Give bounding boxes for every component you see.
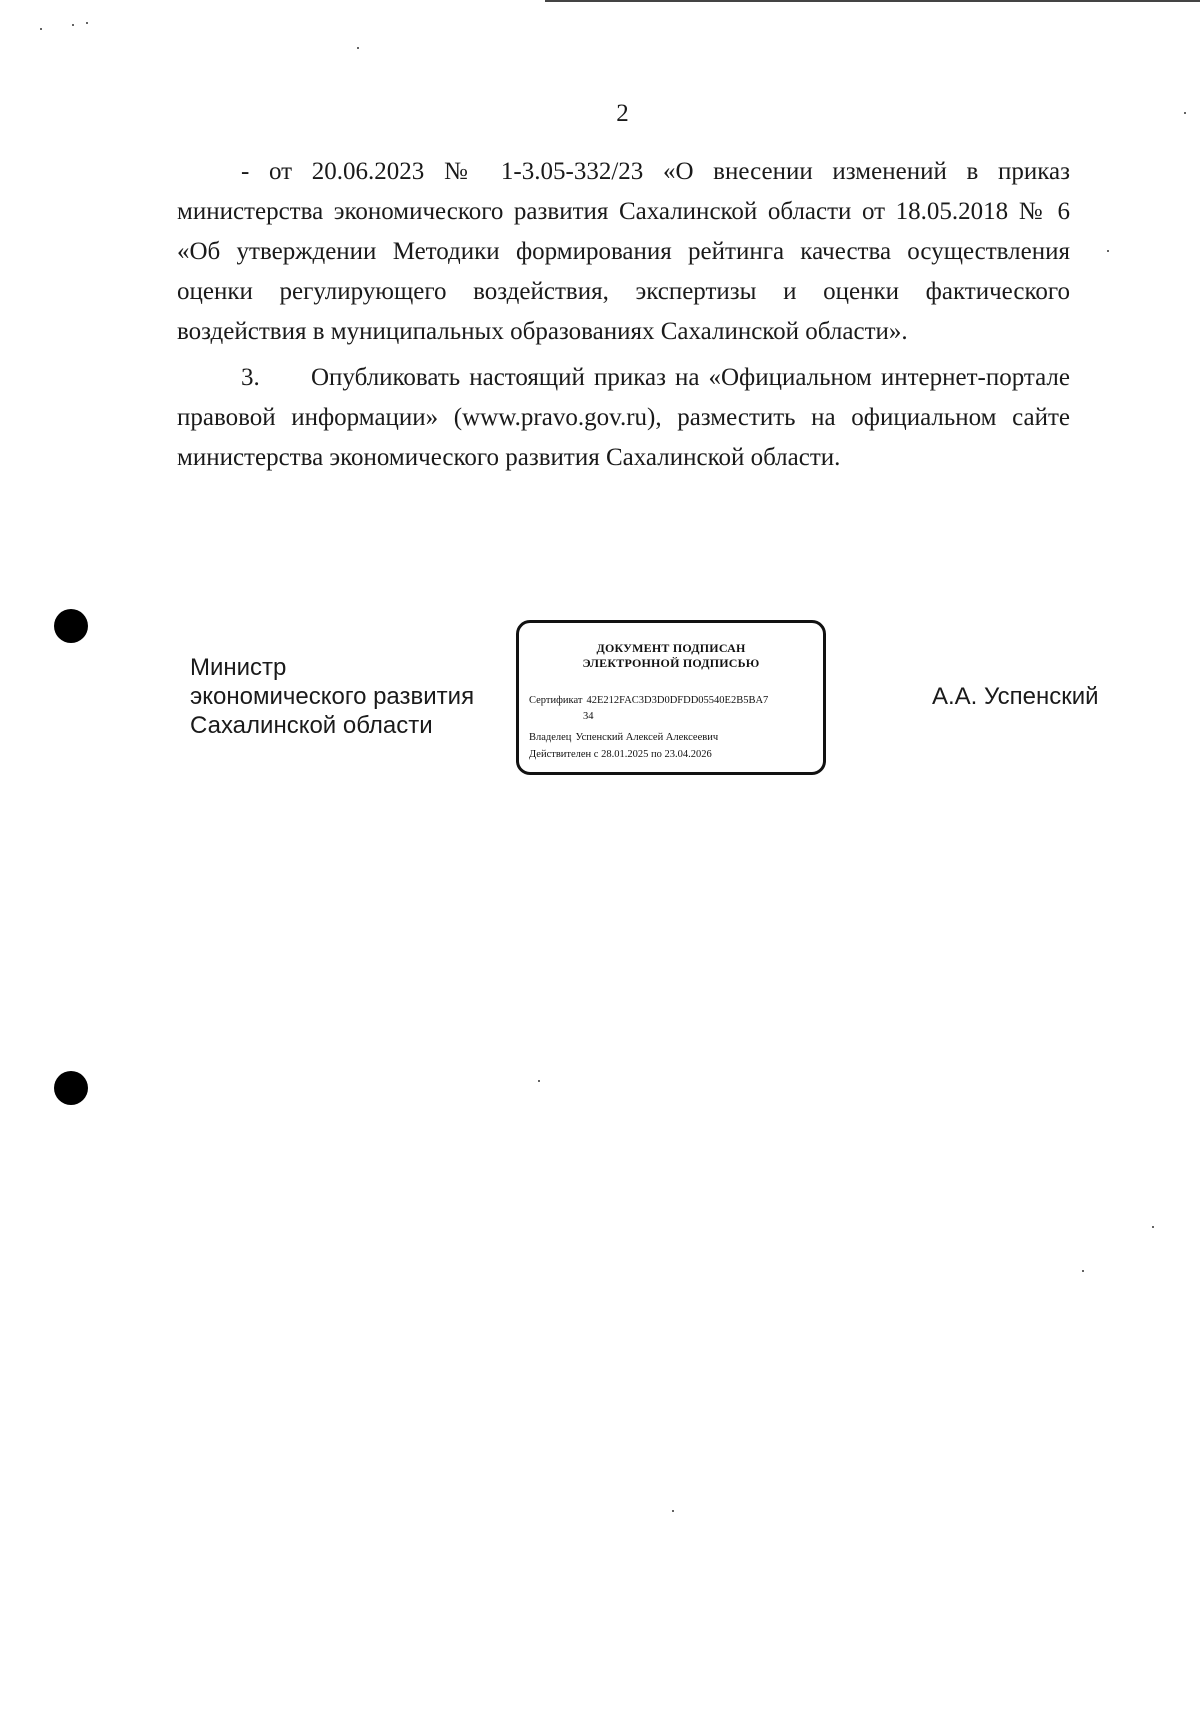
paragraph-amendment-item: - от 20.06.2023 № 1-3.05-332/23 «О внесении изменений в приказ министерства экономического развития Сахалинской области от 18.05.2018 № 6 «Об утверждении Методики формирования рейтинга качества осуществления оценки регулирующего воздействия, экспертизы и оценки фактического воздействия в муниципальных образованиях Сахалинской области». xyxy=(177,158,1070,345)
scan-speck xyxy=(86,22,88,24)
stamp-certificate-label: Сертификат xyxy=(529,695,583,706)
stamp-heading-line: ЭЛЕКТРОННОЙ ПОДПИСЬЮ xyxy=(582,656,760,670)
stamp-validity: Действителен с 28.01.2025 по 23.04.2026 xyxy=(529,749,712,760)
signer-position-line: экономического развития xyxy=(190,683,475,710)
stamp-certificate-continued: 34 xyxy=(583,711,594,722)
scan-speck xyxy=(1107,250,1109,252)
signer-name: А.А. Успенский xyxy=(932,683,1099,710)
scan-speck xyxy=(538,1080,540,1082)
scan-speck xyxy=(1152,1226,1154,1228)
stamp-owner-label: Владелец xyxy=(529,732,572,743)
stamp-certificate xyxy=(529,695,768,706)
body-text xyxy=(177,152,1070,484)
stamp-heading-line: ДОКУМЕНТ ПОДПИСАН xyxy=(596,641,746,655)
signer-position xyxy=(190,653,474,740)
scan-speck xyxy=(357,47,359,49)
stamp-certificate-value: 42E212FAC3D3D0DFDD05540E2B5BA7 xyxy=(586,695,769,706)
scan-speck xyxy=(40,28,42,30)
signer-position-line: Сахалинской области xyxy=(190,712,433,739)
punch-hole xyxy=(54,609,88,643)
scan-speck xyxy=(1082,1270,1084,1272)
stamp-heading xyxy=(519,641,823,671)
stamp-owner xyxy=(529,732,718,743)
scan-speck xyxy=(672,1510,674,1512)
stamp-owner-value: Успенский Алексей Алексеевич xyxy=(575,732,719,743)
punch-hole xyxy=(54,1071,88,1105)
electronic-signature-stamp xyxy=(516,620,826,775)
paragraph-3-text: Опубликовать настоящий приказ на «Официальном интернет-портале правовой информации» (www.pravo.gov.ru), разместить на официальном сайте министерства экономического развития Сахалинской области. xyxy=(177,364,1070,471)
scan-speck xyxy=(72,24,74,26)
scan-top-edge-line xyxy=(545,0,1200,2)
paragraph-3 xyxy=(177,358,1070,478)
signer-position-line: Министр xyxy=(190,654,287,681)
paragraph-number: 3. xyxy=(241,364,260,391)
page-number: 2 xyxy=(616,100,629,127)
